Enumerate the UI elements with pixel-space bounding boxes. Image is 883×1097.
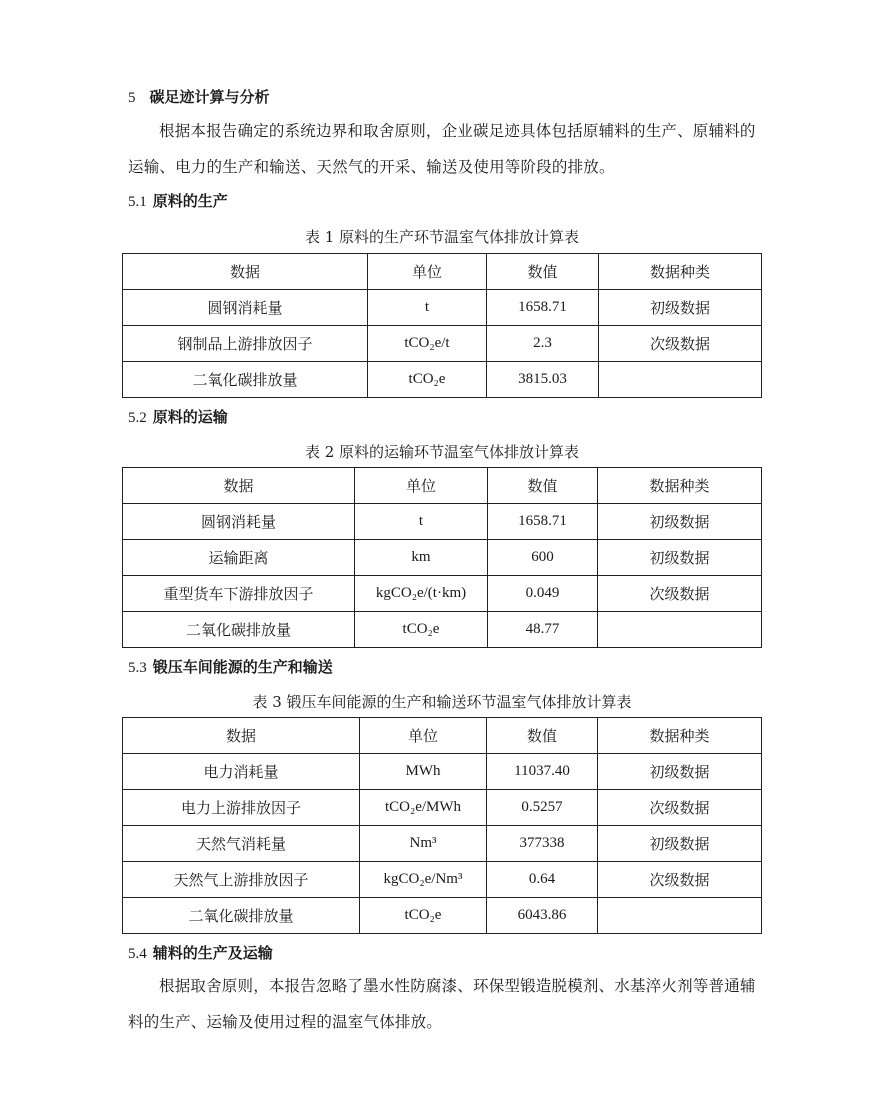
subsection-number: 5.1 [128,194,147,210]
table-header-row [123,254,762,290]
table-cell: 二氧化碳排放量 [123,898,360,934]
table-cell: 1658.71 [488,504,598,540]
table-cell: 初级数据 [598,540,762,576]
header-cell: 单位 [360,718,487,754]
subsection-title: 原料的生产 [152,192,228,210]
table-cell: 377338 [487,826,598,862]
table-cell: 0.049 [488,576,598,612]
table1-caption: 表 1 原料的生产环节温室气体排放计算表 [304,228,580,246]
table-cell: 初级数据 [598,826,762,862]
subsection-title: 锻压车间能源的生产和输送 [152,658,333,676]
table-cell: kgCO₂e/Nm³ [360,862,487,898]
subsection-title: 辅料的生产及运输 [152,944,273,962]
table-cell: 11037.40 [487,754,598,790]
header-cell: 数据种类 [598,718,762,754]
table-cell: 3815.03 [487,362,599,398]
header-cell: 数据 [123,254,368,290]
table-row [123,790,762,826]
table-cell: tCO₂e [355,612,488,648]
header-cell: 数值 [488,468,598,504]
table-cell: tCO₂e [368,362,487,398]
intro-paragraph: 根据本报告确定的系统边界和取舍原则，企业碳足迹具体包括原辅料的生产、原辅料的运输、电力的生产和输送、天然气的开采、输送及使用等阶段的排放。 [128,122,756,176]
table-row [123,576,762,612]
table-cell: 48.77 [488,612,598,648]
table-row [123,754,762,790]
table-row [123,290,762,326]
table3 [122,717,762,934]
table-cell: MWh [360,754,487,790]
table-row [123,826,762,862]
table-cell: t [355,504,488,540]
table-cell: tCO₂e/MWh [360,790,487,826]
table-cell: 6043.86 [487,898,598,934]
table-cell: t [368,290,487,326]
table-cell: 钢制品上游排放因子 [123,326,368,362]
table-cell [598,898,762,934]
table-cell: 次级数据 [598,862,762,898]
table-cell: 重型货车下游排放因子 [123,576,355,612]
table2-caption: 表 2 原料的运输环节温室气体排放计算表 [304,443,580,461]
table-cell: 2.3 [487,326,599,362]
subsection-heading-5-3 [128,656,333,677]
table-cell: 1658.71 [487,290,599,326]
table-cell: 0.64 [487,862,598,898]
table-cell: 运输距离 [123,540,355,576]
table-cell: 600 [488,540,598,576]
header-cell: 单位 [355,468,488,504]
section-title: 碳足迹计算与分析 [149,88,270,106]
table-row [123,326,762,362]
table1 [122,253,762,398]
table-header-row [123,718,762,754]
table-cell: 天然气上游排放因子 [123,862,360,898]
header-cell: 单位 [368,254,487,290]
table3-caption: 表 3 锻压车间能源的生产和输送环节温室气体排放计算表 [252,693,632,711]
header-cell: 数值 [487,254,599,290]
section-heading [128,86,270,107]
table-cell: 次级数据 [598,790,762,826]
header-cell: 数据 [123,718,360,754]
header-cell: 数据 [123,468,355,504]
table-row [123,862,762,898]
header-cell: 数据种类 [598,468,762,504]
table-cell [599,362,762,398]
table-cell: tCO₂e/t [368,326,487,362]
subsection-heading-5-2 [128,406,228,427]
subsection-number: 5.3 [128,660,147,676]
section-number: 5 [128,90,136,106]
table-cell: tCO₂e [360,898,487,934]
subsection-heading-5-1 [128,190,228,211]
closing-paragraph: 根据取舍原则，本报告忽略了墨水性防腐漆、环保型锻造脱模剂、水基淬火剂等普通辅料的生产、运输及使用过程的温室气体排放。 [128,977,756,1031]
table-cell: 初级数据 [598,754,762,790]
table-cell: Nm³ [360,826,487,862]
table-row [123,612,762,648]
table-cell: 圆钢消耗量 [123,290,368,326]
table-cell: 次级数据 [599,326,762,362]
table-row [123,898,762,934]
table-cell: km [355,540,488,576]
header-cell: 数据种类 [599,254,762,290]
subsection-heading-5-4 [128,942,273,963]
table-cell: 天然气消耗量 [123,826,360,862]
table-cell: 次级数据 [598,576,762,612]
table-cell: 二氧化碳排放量 [123,612,355,648]
table-row [123,362,762,398]
table-cell: 初级数据 [598,504,762,540]
table-cell: 0.5257 [487,790,598,826]
table-cell: 电力上游排放因子 [123,790,360,826]
table-cell: 电力消耗量 [123,754,360,790]
subsection-number: 5.2 [128,410,147,426]
table-row [123,540,762,576]
table-cell: 二氧化碳排放量 [123,362,368,398]
table-cell [598,612,762,648]
table-cell: 初级数据 [599,290,762,326]
table-header-row [123,468,762,504]
table-cell: kgCO₂e/(t·km) [355,576,488,612]
subsection-number: 5.4 [128,946,147,962]
table2 [122,467,762,648]
header-cell: 数值 [487,718,598,754]
subsection-title: 原料的运输 [152,408,228,426]
table-cell: 圆钢消耗量 [123,504,355,540]
table-row [123,504,762,540]
